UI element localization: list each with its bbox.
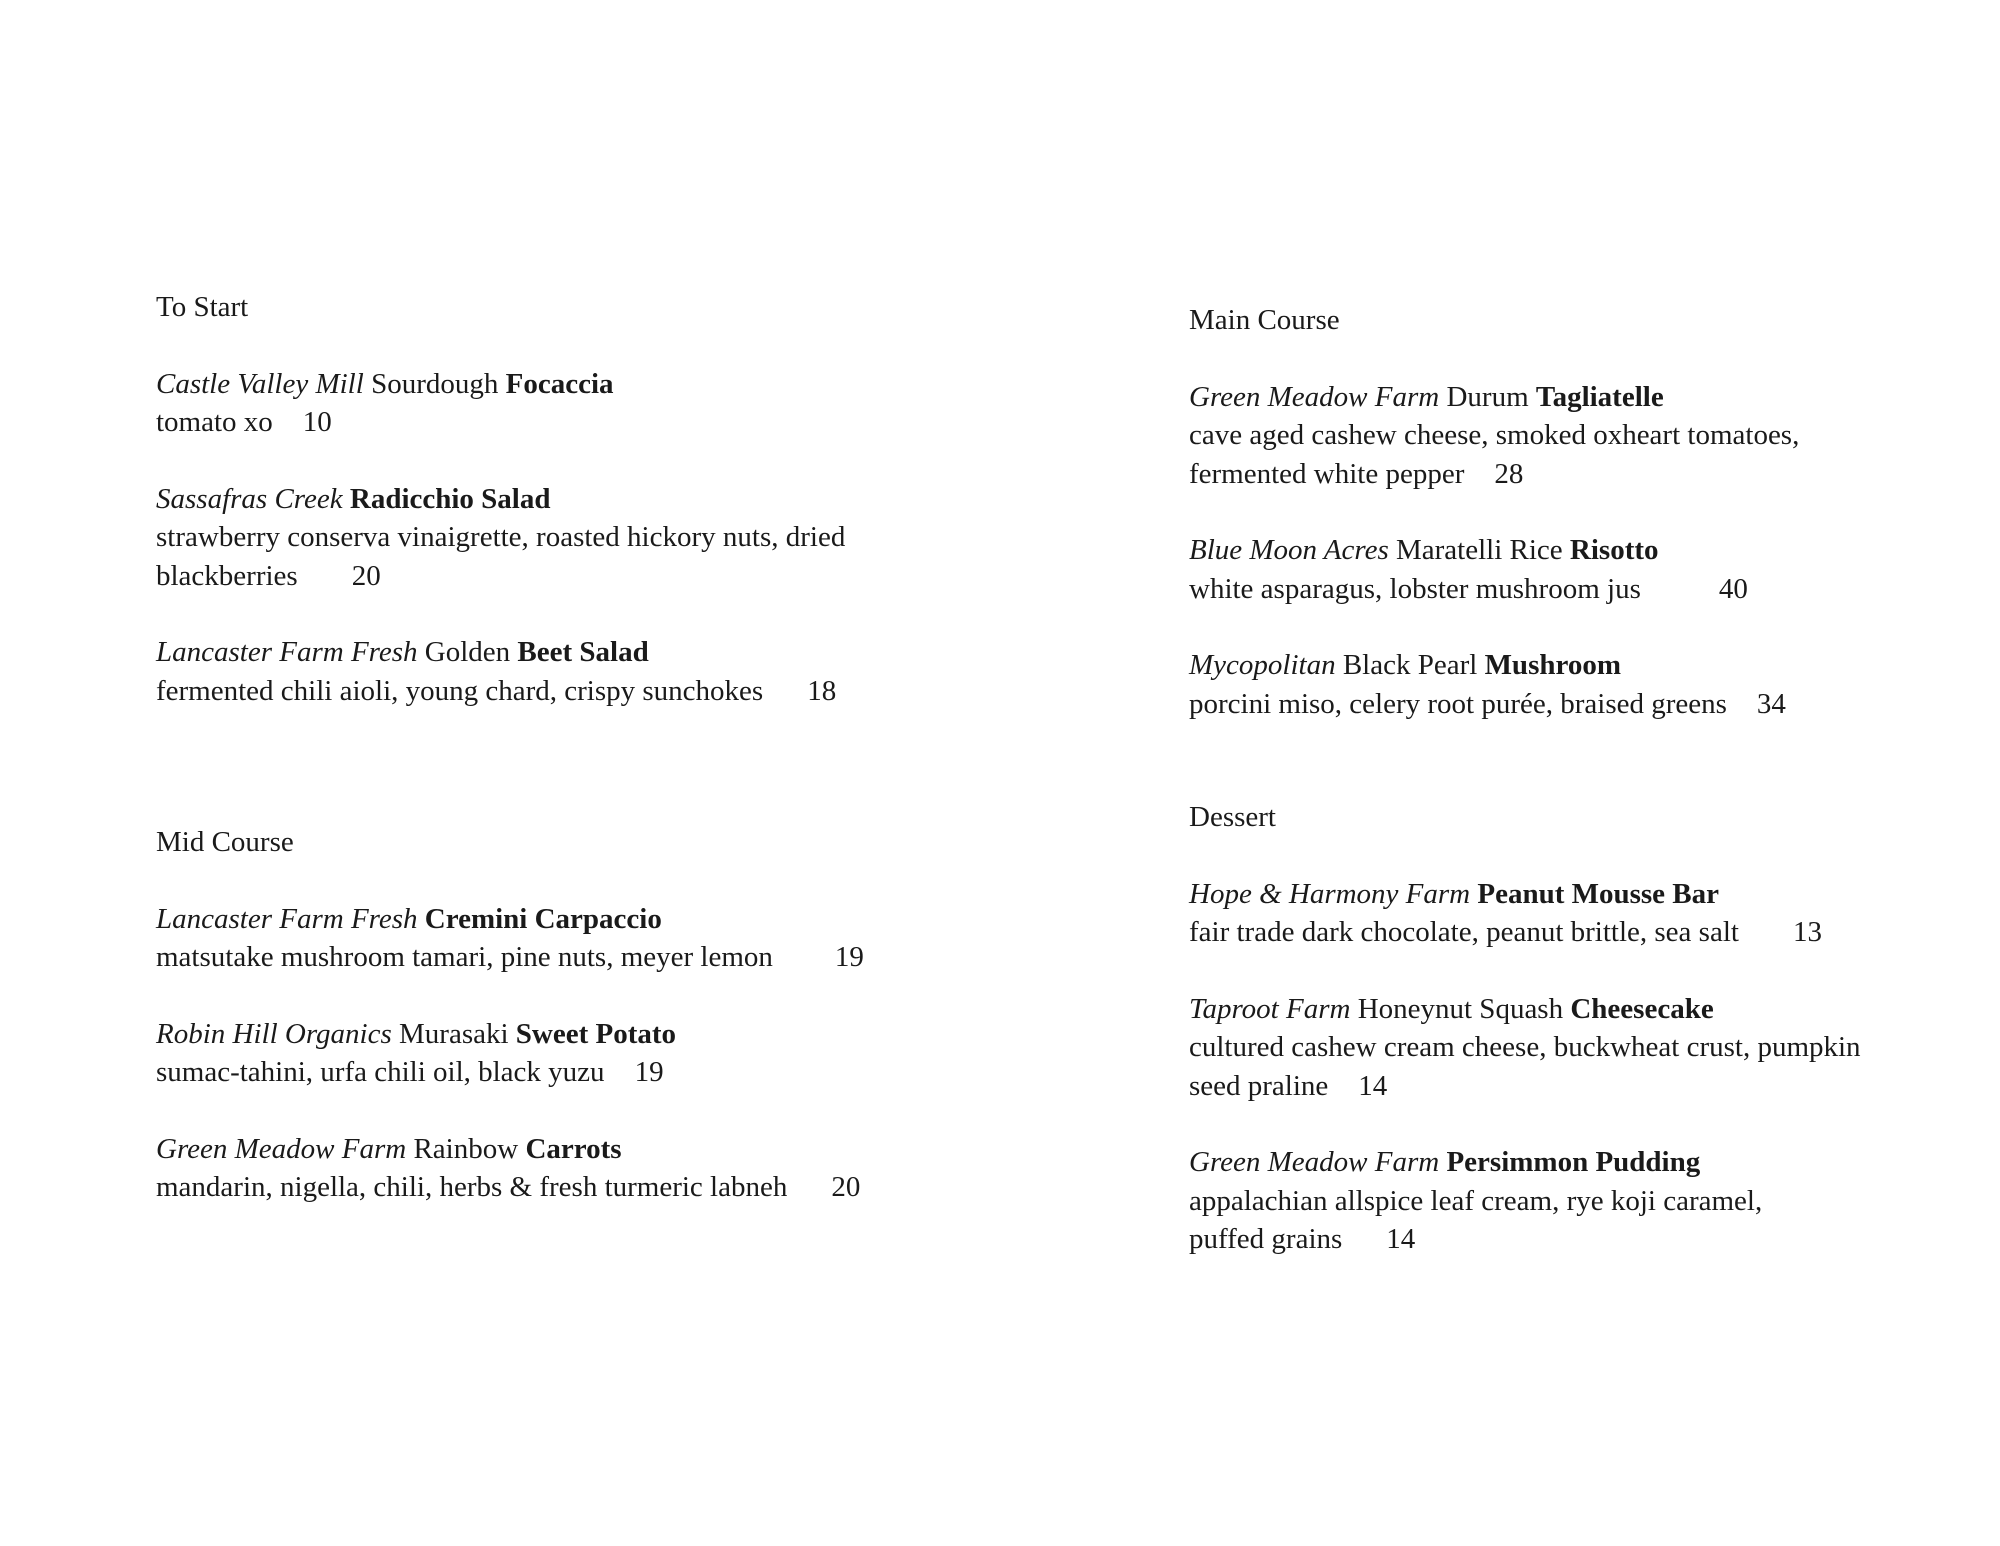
item-description-line xyxy=(156,1053,976,1092)
item-description-line xyxy=(1189,1182,1829,1259)
menu-item xyxy=(156,365,976,442)
variety: Murasaki xyxy=(391,1017,516,1050)
item-description-line xyxy=(1189,913,1989,952)
item-heading xyxy=(156,480,856,519)
description: appalachian allspice leaf cream, rye koji caramel, puffed grains xyxy=(1189,1184,1763,1255)
section-main-course xyxy=(1189,301,1989,723)
description: fair trade dark chocolate, peanut brittle, sea salt xyxy=(1189,916,1739,948)
item-description-line xyxy=(156,672,976,711)
item-heading xyxy=(1189,531,1989,570)
farm-name: Blue Moon Acres xyxy=(1189,534,1389,566)
farm-name: Lancaster Farm Fresh xyxy=(156,902,418,935)
item-description-line xyxy=(156,1168,976,1207)
menu-item xyxy=(156,1130,976,1207)
description: white asparagus, lobster mushroom jus xyxy=(1189,572,1641,605)
section-title: Dessert xyxy=(1189,801,1276,833)
dish-name: Cremini Carpaccio xyxy=(424,902,662,935)
farm-name: Mycopolitan xyxy=(1189,649,1336,681)
item-heading xyxy=(156,900,976,939)
menu-item xyxy=(156,633,976,710)
item-heading xyxy=(1189,990,1899,1029)
description: sumac-tahini, urfa chili oil, black yuzu xyxy=(156,1056,605,1088)
farm-name: Green Meadow Farm xyxy=(1189,380,1440,413)
dish-name: Sweet Potato xyxy=(515,1017,677,1050)
variety: Durum xyxy=(1439,380,1536,413)
dish-name: Radicchio Salad xyxy=(349,482,551,515)
item-heading xyxy=(1189,1143,1829,1182)
variety xyxy=(418,903,425,935)
item-heading xyxy=(156,365,976,404)
section-title: Main Course xyxy=(1189,304,1340,336)
description: strawberry conserva vinaigrette, roasted hickory nuts, dried blackberries xyxy=(156,521,846,592)
price: 18 xyxy=(807,674,837,707)
menu-item xyxy=(1189,990,1899,1106)
section-dessert xyxy=(1189,798,1989,1259)
item-heading xyxy=(156,1130,976,1169)
dish-name: Cheesecake xyxy=(1570,992,1714,1025)
variety: Golden xyxy=(417,636,518,668)
menu-item xyxy=(156,480,856,596)
dish-name: Tagliatelle xyxy=(1535,380,1664,413)
menu-item xyxy=(1189,531,1989,608)
item-heading xyxy=(156,1015,976,1054)
item-description-line xyxy=(1189,570,1989,609)
description: cultured cashew cream cheese, buckwheat crust, pumpkin seed praline xyxy=(1189,1031,1861,1102)
variety xyxy=(343,483,350,515)
farm-name: Castle Valley Mill xyxy=(156,367,364,400)
menu-item xyxy=(1189,1143,1829,1259)
menu-item xyxy=(1189,875,1989,952)
description: matsutake mushroom tamari, pine nuts, meyer lemon xyxy=(156,941,773,973)
variety: Maratelli Rice xyxy=(1388,534,1570,566)
menu-item xyxy=(156,900,976,977)
section-title: To Start xyxy=(156,291,249,323)
dish-name: Peanut Mousse Bar xyxy=(1477,877,1720,910)
dish-name: Mushroom xyxy=(1484,649,1621,681)
variety: Black Pearl xyxy=(1335,649,1485,681)
item-heading xyxy=(1189,378,1829,417)
description: cave aged cashew cheese, smoked oxheart tomatoes, fermented white pepper xyxy=(1189,419,1800,490)
item-description-line xyxy=(156,403,976,442)
menu-item xyxy=(156,1015,976,1092)
section-to-start xyxy=(156,288,976,710)
section-mid-course xyxy=(156,823,976,1207)
price: 19 xyxy=(634,1056,664,1088)
price: 19 xyxy=(834,941,864,973)
price: 14 xyxy=(1358,1069,1388,1102)
price: 20 xyxy=(831,1171,861,1203)
item-description-line xyxy=(156,938,976,977)
price: 34 xyxy=(1756,687,1786,720)
item-heading xyxy=(1189,875,1989,914)
section-title: Mid Course xyxy=(156,826,294,858)
item-description-line xyxy=(1189,1028,1899,1105)
price: 40 xyxy=(1718,572,1748,605)
price: 10 xyxy=(302,406,332,438)
dish-name: Carrots xyxy=(525,1132,622,1165)
price: 28 xyxy=(1494,457,1524,490)
menu-column-left xyxy=(156,288,976,1207)
farm-name: Taproot Farm xyxy=(1189,992,1351,1025)
variety: Honeynut Squash xyxy=(1350,992,1571,1025)
item-description-line xyxy=(156,518,856,595)
farm-name: Hope & Harmony Farm xyxy=(1189,877,1471,910)
dish-name: Focaccia xyxy=(505,367,614,400)
variety: Rainbow xyxy=(406,1132,526,1165)
item-heading xyxy=(1189,646,1989,685)
item-description-line xyxy=(1189,416,1829,493)
dish-name: Persimmon Pudding xyxy=(1446,1146,1701,1178)
dish-name: Beet Salad xyxy=(517,636,649,668)
dish-name: Risotto xyxy=(1569,534,1659,566)
farm-name: Green Meadow Farm xyxy=(1189,1146,1440,1178)
item-heading xyxy=(156,633,976,672)
farm-name: Sassafras Creek xyxy=(156,482,343,515)
description: fermented chili aioli, young chard, crispy sunchokes xyxy=(156,674,764,707)
price: 20 xyxy=(351,559,381,592)
farm-name: Lancaster Farm Fresh xyxy=(156,636,418,668)
menu-column-right xyxy=(1189,301,1989,1259)
farm-name: Green Meadow Farm xyxy=(156,1132,407,1165)
price: 13 xyxy=(1792,916,1822,948)
variety: Sourdough xyxy=(363,367,506,400)
menu-item xyxy=(1189,378,1829,494)
item-description-line xyxy=(1189,685,1989,724)
price: 14 xyxy=(1386,1223,1416,1255)
farm-name: Robin Hill Organics xyxy=(156,1017,392,1050)
description: tomato xo xyxy=(156,406,273,438)
description: mandarin, nigella, chili, herbs & fresh turmeric labneh xyxy=(156,1171,788,1203)
menu-item xyxy=(1189,646,1989,723)
description: porcini miso, celery root purée, braised greens xyxy=(1189,687,1727,720)
